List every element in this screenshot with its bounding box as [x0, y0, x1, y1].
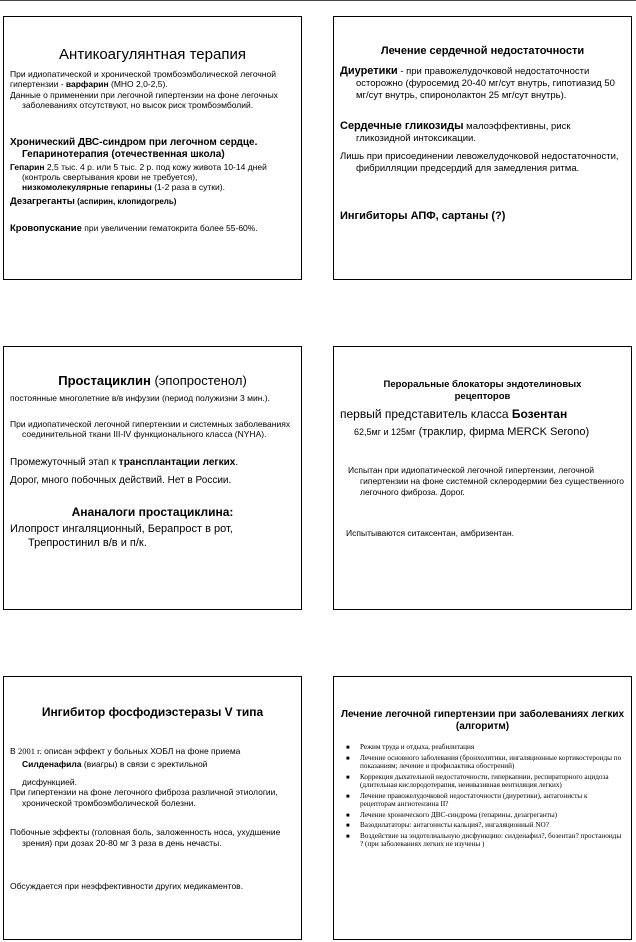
- text: При идиопатической и хронической тромбоэмболической легочной гипертензии -: [10, 69, 276, 89]
- slide-prostacyclin: [3, 346, 302, 610]
- paragraph: постоянные многолетние в/в инфузии (период полужизни 3 мин.).: [10, 393, 270, 403]
- paragraph: При идиопатической легочной гипертензии и системных заболеваниях соединительной ткани III-IV функционального класса (NYHA).: [10, 419, 291, 439]
- text: - при правожелудочковой недостаточности осторожно (фуросемид 20-40 мг/сут внутрь, гипотиазид 50 мг/сут внутрь, спиронолактон 25 мг/сут внутрь).: [356, 66, 615, 101]
- text: Промежуточный этап к: [10, 457, 119, 468]
- slide-title: [10, 373, 295, 388]
- text-bold: Силденафила: [22, 759, 82, 769]
- slide-heart-failure: [333, 16, 632, 280]
- paragraph: Лишь при присоединении левожелудочковой недостаточности, фибрилляции предсердий для замедления ритма.: [340, 151, 619, 174]
- paragraph: [10, 162, 295, 192]
- slide-title: Ингибитор фосфодиэстеразы V типа: [41, 705, 264, 719]
- paragraph: Обсуждается при неэффективности других медикаментов.: [10, 881, 244, 891]
- list-item: ■ Лечение правожелудочковой недостаточности (диуретики), антагонисты к рецепторам ангиотензина II?: [346, 792, 623, 809]
- text-bold: Дезагреганты: [10, 196, 75, 207]
- text: дисфункцией.: [22, 777, 77, 787]
- text: Гепаринотерапия (отечественная школа): [22, 149, 225, 160]
- paragraph: Данные о применении при легочной гипертензии на фоне легочных заболеваниях отсутствуют, но высок риск тромбоэмболий.: [10, 90, 278, 110]
- text: первый представитель класса: [340, 407, 512, 421]
- list-item: ■ Лечение хронического ДВС-синдрома (гепарины, дезагреганты): [346, 811, 623, 820]
- text-bold: Бозентан: [511, 407, 568, 421]
- text-bold: Простациклин: [58, 373, 151, 388]
- paragraph: [10, 745, 295, 793]
- text-bold: Сердечные гликозиды: [340, 120, 464, 132]
- slide-title: Антикоагулянтная терапия: [59, 46, 246, 63]
- text: (траклир, фирма MERCK Serono): [415, 426, 590, 438]
- text: (1-2 раза в сутки).: [151, 182, 225, 192]
- slide-title: Лечение легочной гипертензии при заболеваниях легких (алгоритм): [340, 709, 625, 732]
- algorithm-list: [346, 743, 623, 851]
- text: при увеличении гематокрита более 55-60%.: [81, 223, 258, 233]
- text-bold: варфарин: [65, 79, 109, 89]
- paragraph: При гипертензии на фоне легочного фиброза различной этиологии, хронической тромбоэмболической болезни.: [10, 787, 278, 808]
- text: (МНО 2,0-2,5).: [108, 79, 168, 89]
- paragraph: [10, 223, 295, 234]
- paragraph: [10, 196, 295, 207]
- paragraph: Побочные эффекты (головная боль, заложенность носа, ухудшение зрения) при дозах 20-80 мг 3 раза в день нечасты.: [10, 827, 281, 848]
- section-heading: [10, 137, 295, 161]
- paragraph: [10, 69, 295, 89]
- text: 2001 г.: [18, 746, 42, 756]
- slide-pde5-inhibitor: [3, 676, 302, 940]
- slide-anticoagulant: [3, 16, 302, 280]
- text: .: [235, 457, 239, 468]
- top-rule: [0, 0, 636, 1]
- paragraph: [354, 425, 625, 439]
- text: 2,5 тыс. 4 р. или 5 тыс. 2 р. под кожу живота 10-14 дней (контроль свертывания крови не требуется),: [22, 162, 267, 182]
- text-bold: Гепарин: [10, 162, 45, 172]
- text: (виагры) в связи с эректильной: [81, 759, 208, 769]
- paragraph: [340, 120, 625, 145]
- paragraph: [340, 407, 625, 421]
- section-heading: Ананалоги простациклина:: [71, 505, 234, 519]
- text-bold: низкомолекулярные гепарины: [22, 182, 152, 192]
- text: Хронический ДВС-синдром при легочном сердце.: [10, 137, 258, 148]
- text: В: [10, 746, 19, 756]
- list-item: ■ Воздействие на эндотелиальную дисфункцию: силденафил?, бозентан? простаноиды ? (при заболеваниях легких не изучены ): [346, 832, 623, 849]
- text: описан эффект у больных ХОБЛ на фоне приема: [41, 746, 241, 756]
- text-bold: Кровопускание: [10, 223, 82, 234]
- list-item: ■ Коррекция дыхательной недостаточности, гиперкапнии, респираторного ацидоза (длительная кислородотерапия, неинвазивная вентиляция легких): [346, 773, 623, 790]
- paragraph: Испытан при идиопатической легочной гипертензии, легочной гипертензии на фоне системной склеродермии без существенного легочного фиброза. Дорог.: [348, 465, 625, 497]
- paragraph: [10, 457, 295, 468]
- text: 62,5мг и 125мг: [354, 427, 416, 437]
- paragraph: Испытываются ситаксентан, амбризентан.: [346, 528, 514, 538]
- list-item: ■ Режим труда и отдыха, реабилитация: [346, 743, 623, 752]
- slide-algorithm: [333, 676, 632, 940]
- paragraph: Илопрост ингаляционный, Берапрост в рот, Трепростинил в/в и п/к.: [10, 523, 233, 549]
- slide-endothelin-blockers: [333, 346, 632, 610]
- text: (эпопростенол): [150, 373, 247, 388]
- text-bold: трансплантации легких: [118, 457, 236, 468]
- list-item: ■ Вазодилататоры: антагонисты кальция?, ингаляционный NO?: [346, 821, 623, 830]
- list-item: ■ Лечение основного заболевания (бронхолитики, ингаляционные кортикостероиды по показаниям; лечение и профилактика обострений): [346, 754, 623, 771]
- slide-title: Лечение сердечной недостаточности: [380, 45, 585, 57]
- text-bold: Диуретики: [340, 65, 398, 77]
- slide-title: Пероральные блокаторы эндотелиновых рецепторов: [383, 379, 582, 402]
- paragraph: [340, 65, 625, 102]
- text: малоэффективны, риск гликозидной интоксикации.: [356, 121, 571, 144]
- paragraph-bold: Ингибиторы АПФ, сартаны (?): [340, 210, 506, 222]
- text: (аспирин, клопидогрель): [74, 197, 177, 206]
- paragraph: Дорог, много побочных действий. Нет в России.: [10, 475, 232, 486]
